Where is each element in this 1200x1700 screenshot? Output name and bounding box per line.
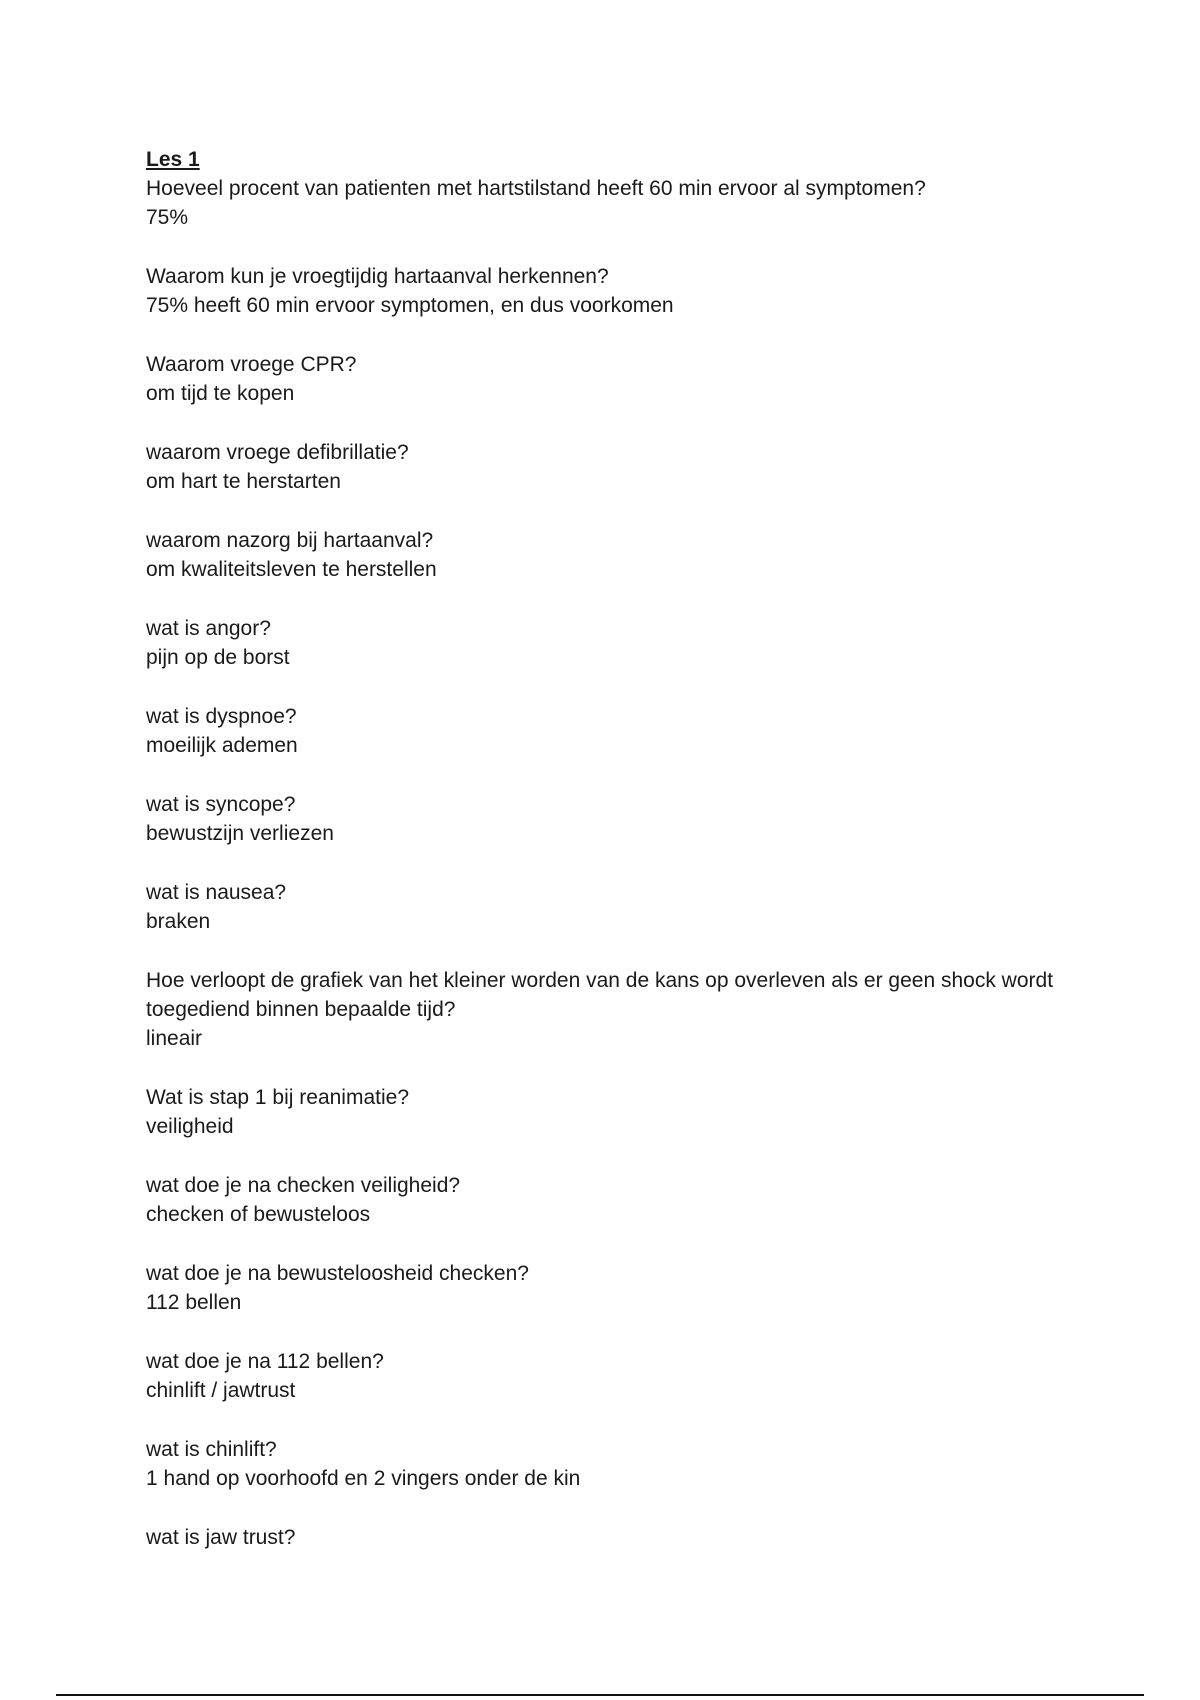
- qa-item: [146, 702, 1086, 760]
- qa-item: [146, 526, 1086, 584]
- qa-item: [146, 174, 1086, 232]
- question: waarom nazorg bij hartaanval?: [146, 529, 434, 552]
- question: Hoe verloopt de grafiek van het kleiner worden van de kans op overleven als er geen shock wordt toegediend binnen bepaalde tijd?: [146, 969, 1054, 1021]
- qa-item: [146, 1083, 1086, 1141]
- question: wat is dyspnoe?: [146, 705, 297, 728]
- question: Wat is stap 1 bij reanimatie?: [146, 1086, 410, 1109]
- qa-item: [146, 1259, 1086, 1317]
- answer: om tijd te kopen: [146, 382, 295, 405]
- question: Hoeveel procent van patienten met hartstilstand heeft 60 min ervoor al symptomen?: [146, 177, 926, 200]
- answer: 1 hand op voorhoofd en 2 vingers onder de kin: [146, 1467, 581, 1490]
- qa-item: [146, 262, 1086, 320]
- question: wat doe je na checken veiligheid?: [146, 1174, 461, 1197]
- page-bottom-rule: [56, 1694, 1144, 1696]
- lesson-heading: Les 1: [146, 148, 200, 171]
- qa-item: [146, 878, 1086, 936]
- question: waarom vroege defibrillatie?: [146, 441, 409, 464]
- answer: 75%: [146, 206, 189, 229]
- qa-item: [146, 966, 1086, 1053]
- qa-item: [146, 1347, 1086, 1405]
- qa-item: [146, 350, 1086, 408]
- answer: bewustzijn verliezen: [146, 822, 334, 845]
- document-page: [146, 145, 1086, 1582]
- answer: 75% heeft 60 min ervoor symptomen, en dus voorkomen: [146, 294, 674, 317]
- qa-item: [146, 790, 1086, 848]
- answer: pijn op de borst: [146, 646, 290, 669]
- answer: 112 bellen: [146, 1291, 242, 1314]
- qa-item: [146, 614, 1086, 672]
- question: wat is angor?: [146, 617, 271, 640]
- answer: om kwaliteitsleven te herstellen: [146, 558, 437, 581]
- qa-item: [146, 1435, 1086, 1493]
- answer: moeilijk ademen: [146, 734, 298, 757]
- answer: checken of bewusteloos: [146, 1203, 371, 1226]
- question: wat is chinlift?: [146, 1438, 277, 1461]
- qa-item: [146, 1523, 1086, 1552]
- qa-item: [146, 438, 1086, 496]
- question: Waarom kun je vroegtijdig hartaanval herkennen?: [146, 265, 609, 288]
- question: wat doe je na 112 bellen?: [146, 1350, 384, 1373]
- question: Waarom vroege CPR?: [146, 353, 357, 376]
- answer: lineair: [146, 1027, 203, 1050]
- question: wat doe je na bewusteloosheid checken?: [146, 1262, 529, 1285]
- question: wat is nausea?: [146, 881, 287, 904]
- qa-item: [146, 1171, 1086, 1229]
- question: wat is jaw trust?: [146, 1526, 296, 1549]
- question: wat is syncope?: [146, 793, 296, 816]
- answer: braken: [146, 910, 211, 933]
- answer: chinlift / jawtrust: [146, 1379, 296, 1402]
- answer: veiligheid: [146, 1115, 234, 1138]
- answer: om hart te herstarten: [146, 470, 341, 493]
